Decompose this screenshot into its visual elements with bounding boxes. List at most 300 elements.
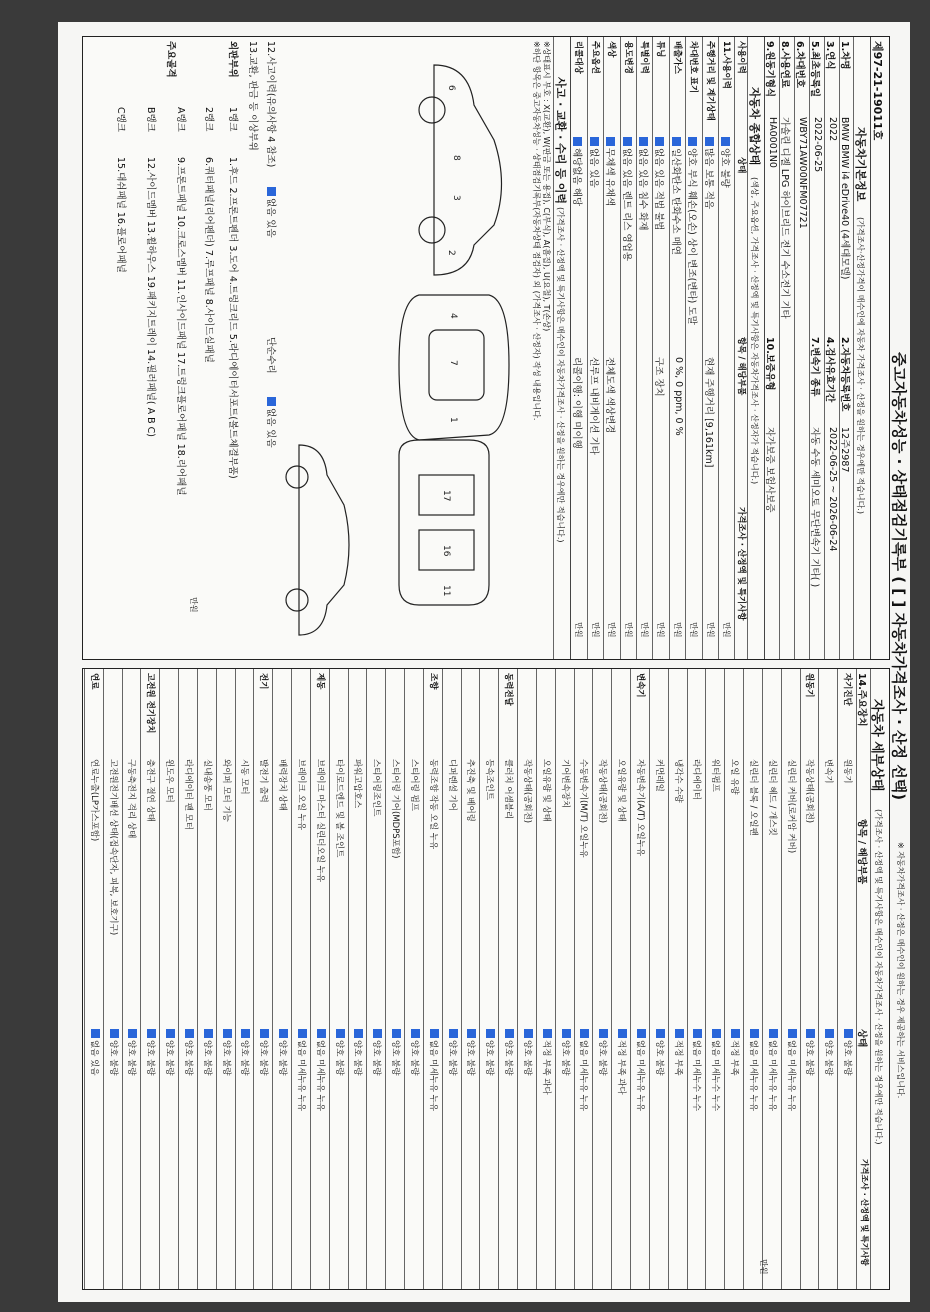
detail-row [611,669,631,1289]
basic-value-2: 12주2987 [839,427,850,473]
detail-status: 적정 부족 [729,1029,741,1076]
checkbox-icon [241,1029,250,1038]
detail-item: 실내송풍 모터 [201,759,212,811]
form-notice: ※ 자동차가격조사 · 산정은 매수인이 원하는 경우 제공하는 서비스입니다. [896,842,905,1099]
accident-unit: 만원 [189,597,198,613]
detail-row [423,669,443,1289]
checkbox-icon [806,1029,815,1038]
detail-status: 양호 불량 [522,1029,534,1076]
overall-row [587,37,604,659]
rank2-label: 2랭크 [203,107,214,132]
detail-group: 동력전달 [503,673,514,706]
checkbox-icon [543,1029,552,1038]
basic-value: BMW BMW i4 eDrive40 (4세대모델) [839,117,850,280]
detail-item: 타이로드엔드 및 볼 조인트 [333,759,344,858]
detail-item: 클러치 어셈블리 [503,759,514,820]
overall-label: 주요옵션 [589,41,600,74]
detail-item: 추진축 및 베어링 [465,759,476,822]
overall-detail: 구조 장치 [653,357,665,397]
detail-row [630,669,650,1289]
form-title: 중고자동차성능 · 상태점검기록부 ( [ ] 자동차가격조사 · 산정 선택) [890,352,908,801]
detail-head-price: 가격조사 · 산정액 및 특기사항 [860,1159,869,1266]
overall-label: 주행거리 및 계기상태 [704,41,715,121]
detail-item: 실린더 헤드 / 개스킷 [766,759,777,836]
accident-section-title: 사고 · 교환 · 수리 등 이력 [554,77,567,204]
car-diagram-outer [359,45,529,645]
detail-status: 양호 불량 [145,1029,157,1076]
main-label: 주요골격 [165,41,176,78]
checkbox-icon [430,1029,439,1038]
checkbox-icon [449,1029,458,1038]
detail-status: 없음 미세누유 누유 [315,1029,327,1111]
accident-history-label: 12.사고이력(유의사항 4 참조) [265,41,276,168]
checkbox-icon [317,1029,326,1038]
detail-row [216,669,236,1289]
checkbox-icon [639,137,648,146]
overall-row [685,37,702,659]
detail-row [687,669,707,1289]
checkbox-icon [411,1029,420,1038]
detail-group: 연료 [88,673,99,690]
basic-row [764,37,780,659]
overall-row [718,37,735,659]
detail-status: 양호 불량 [108,1029,120,1076]
detail-item: 기어변속장치 [559,759,570,809]
detail-item: 브레이크 마스터 실린더오일 누유 [314,759,325,883]
checkbox-icon [788,1029,797,1038]
detail-row [649,669,669,1289]
basic-label-2: 7.변속기 종류 [809,337,820,397]
detail-row [762,669,782,1289]
svg-text:17: 17 [441,490,451,502]
overall-row [702,37,719,659]
overall-status: 무채색 유채색 [604,137,618,206]
detail-row [818,669,838,1289]
detail-row [574,669,594,1289]
detail-row [442,669,462,1289]
detail-item: 오일유량 및 상태 [540,759,551,822]
rankC-items: 15.대쉬패널 16.플로어패널 [115,157,126,273]
svg-text:8: 8 [451,155,461,161]
checkbox-icon [675,1029,684,1038]
rankA-label: A랭크 [175,107,186,132]
detail-row [385,669,405,1289]
overall-label: 배출가스 [671,41,682,74]
overall-detail: 현재 주행거리 [9,161km] [702,357,714,468]
checkbox-icon [712,1029,721,1038]
detail-status: 없음 미세누유 누유 [296,1029,308,1111]
detail-item: 등속조인트 [484,759,495,801]
basic-row [839,37,855,659]
detail-row [536,669,556,1289]
detail-row [668,669,688,1289]
detail-item: 실린더 블록 / 오일팬 [747,759,758,836]
detail-item: 오일 유량 [729,759,740,795]
basic-row [809,37,825,659]
detail-item: 커먼레일 [653,759,664,792]
basic-value: 2022 [827,117,838,142]
detail-item: 시동 모터 [239,759,250,795]
detail-status: 없음 미세누유 누유 [635,1029,647,1111]
basic-value: 2022-06-25 [812,117,823,173]
overall-column-header: 가격조사 · 산정액 및 특기사항 [736,507,746,621]
detail-status: 적정 부족 과다 [541,1029,553,1095]
overall-column-header: 상태 [736,157,746,174]
detail-status: 양호 불량 [560,1029,572,1076]
overall-label: 11.사용이력 [721,41,731,89]
detail-unit: 만원 [759,1259,768,1275]
detail-row [348,669,368,1289]
detail-row [103,669,123,1289]
detail-item: 배력장치 상태 [277,759,288,811]
checkbox-icon [204,1029,213,1038]
detail-row [329,669,349,1289]
overall-unit: 만원 [574,622,584,638]
overall-row [603,37,620,659]
detail-row [479,669,499,1289]
detail-status: 양호 불량 [164,1029,176,1076]
overall-label: 튜닝 [655,41,666,58]
overall-row [570,37,587,659]
detail-status: 적정 부족 [673,1029,685,1076]
detail-status: 없음 미세누유 누유 [428,1029,440,1111]
left-panel [82,36,890,660]
basic-section-title: 자동차기본정보 [854,127,867,202]
checkbox-icon [599,1029,608,1038]
detail-row [84,669,104,1289]
basic-label: 5.최초등록일 [809,41,820,98]
detail-item: 작동상태(공회전) [521,759,532,824]
checkbox-icon [467,1029,476,1038]
detail-status: 없음 미세누유 누유 [748,1029,760,1111]
rank1-label: 1랭크 [227,107,238,132]
detail-group: 원동기 [804,673,815,698]
rankC-label: C랭크 [115,107,126,132]
detail-row [705,669,725,1289]
basic-label-2: 2.자동차등록번호 [839,337,850,412]
overall-unit: 만원 [672,622,682,638]
detail-item: 스티어링조인트 [371,759,382,817]
detail-row [592,669,612,1289]
overall-unit: 만원 [689,622,699,638]
checkbox-icon [618,1029,627,1038]
overall-detail: 전체도색 색상변경 [604,357,616,434]
basic-label: 6.차대번호 [794,41,805,88]
overall-row [636,37,653,659]
detail-item: 원동기 [842,759,852,784]
detail-item: 오일유량 및 상태 [616,759,627,822]
checkbox-icon [486,1029,495,1038]
checkbox-icon [705,137,714,146]
detail-status: 양호 불량 [221,1029,233,1076]
overall-unit: 만원 [722,622,731,638]
rankA-items: 9.프론트패널 10.크로스멤버 11.인사이드패널 17.트렁크플로어패널 18.리어패널 [175,157,186,496]
checkbox-icon [185,1029,194,1038]
checkbox-icon [688,137,697,146]
basic-header-row [853,37,871,659]
accident-header-row [553,37,571,659]
basic-label: 3.연식 [824,41,835,70]
detail-row [235,669,255,1289]
basic-value-2: 2022-06-25 ~ 2026-06-24 [827,427,838,552]
detail-item: 작동상태(공회전) [804,759,815,824]
overall-label: 색상 [606,41,617,58]
detail-row [461,669,481,1289]
overall-status: 없음 있음 적법 불법 [653,137,667,230]
overall-status: 없음 있음 [588,137,602,188]
detail-item: 스티어링 기어(MDPS포함) [390,759,401,859]
detail-status: 양호 불량 [239,1029,251,1076]
checkbox-icon [750,1029,759,1038]
form-number: 제97-21-19011호 [871,41,884,141]
overall-status: 양호 부식 훼손(오손) 상이 변조(변타) 도말 [686,137,700,325]
detail-status: 양호 불량 [183,1029,195,1076]
detail-row [159,669,179,1289]
detail-head-item: 항목 / 해당부품 [856,819,867,885]
detail-status: 양호 불량 [484,1029,496,1076]
detail-group: 전기 [258,673,269,690]
detail-section-note: (가격조사 · 산정액 및 특기사항은 매수인이 자동차가격조사 · 산정을 원하는 경우에만 적습니다.) [874,809,883,1145]
detail-item: 워터펌프 [710,759,721,792]
overall-status: 양호 불량 [719,137,733,188]
detail-status: 양호 불량 [447,1029,459,1076]
detail-status: 없음 미세누수 누수 [710,1029,722,1111]
checkbox-icon [623,137,632,146]
overall-column-header: 항목 / 해당부품 [736,337,746,396]
detail-status: 양호 불량 [352,1029,364,1076]
right-panel [82,668,890,1290]
checkbox-icon [693,1029,702,1038]
detail-group: 고전원 전기장치 [145,673,156,734]
detail-title-row [870,669,889,1289]
detail-row [197,669,217,1289]
detail-row [781,669,801,1289]
detail-status: 양호 불량 [804,1029,816,1076]
detail-row [178,669,198,1289]
detail-item: 발전기 출력 [258,759,269,803]
overall-unit: 만원 [590,622,600,638]
detail-item: 고전원전기배선 상태(접속단자, 피복, 보호기구) [107,759,118,936]
detail-row [253,669,273,1289]
checkbox-icon [606,137,615,146]
detail-item: 냉각수 수량 [672,759,683,803]
checkbox-icon [580,1029,589,1038]
detail-item: 윈도우 모터 [164,759,175,803]
checkbox-icon [573,137,582,146]
overall-label: 특별이력 [639,41,649,74]
checkbox-icon [91,1029,100,1038]
detail-group: 조향 [427,673,438,690]
overall-row [669,37,686,659]
checkbox-icon [392,1029,401,1038]
basic-row [824,37,840,659]
detail-row [366,669,386,1289]
overall-row [652,37,669,659]
overall-status: 많음 보통 적음 [703,137,717,209]
checkbox-icon [731,1029,740,1038]
overall-label: 차대번호 표기 [688,41,699,94]
svg-text:1: 1 [448,417,458,423]
detail-group: 변속기 [634,673,645,698]
basic-label-2: 4.검사유효기간 [824,337,835,403]
checkbox-icon [721,137,730,146]
overall-unit: 만원 [640,622,649,638]
basic-row [779,37,795,659]
checkbox-icon [672,137,681,146]
detail-row [498,669,518,1289]
overall-column-headers [734,37,749,659]
svg-text:7: 7 [448,360,458,366]
accident-legend: ※상태표시 부호 : X(교환), W(판금 또는 용접), C(부식), A(흠집), U(요철), T(손상) [542,41,551,332]
detail-row [404,669,424,1289]
basic-label-2: 10.보증유형 [764,337,775,391]
detail-status: 없음 미세누수 누수 [691,1029,703,1111]
rankB-label: B랭크 [145,107,156,132]
checkbox-icon [223,1029,232,1038]
checkbox-icon [825,1029,834,1038]
overall-row [620,37,637,659]
basic-label: 9.원동기형식 [764,41,775,98]
overall-section-title: 자동차 종합상태 [748,87,761,166]
detail-item: 구동축전지 격리 상태 [126,759,137,839]
detail-item: 작동상태(공회전) [597,759,608,824]
checkbox-icon [590,137,599,146]
detail-item: 브레이크 오일 누유 [295,759,306,831]
detail-item: 스티어링 펌프 [408,759,419,811]
detail-row [141,669,161,1289]
basic-value: WBY71AW00NFM07721 [797,117,808,229]
outer-label: 외판부위 [227,41,238,78]
detail-status: 양호 불량 [127,1029,139,1076]
overall-unit: 만원 [607,622,617,638]
detail-status: 양호 불량 [823,1029,835,1076]
detail-status: 양호 불량 [258,1029,270,1076]
detail-row [800,669,820,1289]
svg-text:2: 2 [446,250,456,256]
detail-status: 없음 미세누유 누유 [786,1029,798,1111]
checkbox-icon [147,1029,156,1038]
detail-item: 라디에이터 팬 모터 [182,759,193,831]
overall-detail: 리콜이행: 이행 미이행 [571,357,583,449]
overall-detail: 0 %, 0 ppm, 0 % [672,357,684,436]
checkbox-icon [166,1029,175,1038]
checkbox-icon [844,1029,853,1038]
overall-detail: 선루프 내비게이션 기타 [587,357,599,455]
detail-item: 자동변속기(A/T) 오일누유 [634,759,645,857]
rank1-items: 1.후드 2.프론트펜더 3.도어 4.트렁크리드 5.라디에이터서포트(볼트체결부품) [227,157,238,479]
checkbox-icon [260,1029,269,1038]
overall-column-header: 사용이력 [736,41,746,74]
checkbox-icon [505,1029,514,1038]
detail-item: 와이퍼 모터 기능 [220,759,231,822]
checkbox-icon [656,1029,665,1038]
svg-text:11: 11 [441,585,451,597]
overall-header-row [747,37,765,659]
checkbox-icon [129,1029,138,1038]
detail-row [743,669,763,1289]
detail-row [517,669,537,1289]
basic-value: 가솔린 디젤 LPG 하이브리드 전기 수소전기 기타 [779,117,790,319]
detail-status: 없음 미세누유 누유 [767,1029,779,1111]
checkbox-icon [373,1029,382,1038]
detail-row [555,669,575,1289]
basic-value: HA0001N0 [767,117,778,168]
detail-group: 자기진단 [842,673,852,706]
detail-item: 실린더 커버(로커암 커버) [785,759,796,854]
overall-label: 리콜대상 [573,41,584,74]
basic-value-2: 자동 수동 세미오토 무단변속기 기타( ) [809,427,820,588]
basic-row [794,37,810,659]
basic-label: 1.차명 [839,41,850,70]
simple-repair-label: 단순수리 [265,337,276,374]
car-diagram-side [279,45,359,645]
parts-label: 13.교환, 판금 등 이상부위 [247,41,258,151]
detail-status: 양호 불량 [334,1029,346,1076]
detail-status: 양호 불량 [654,1029,666,1076]
detail-group: 제동 [314,673,325,690]
overall-section-note: (색상, 주요옵션, 가격조사 · 산정액 및 특기사항은 자동차가격조사 · 산정자가 적습니다.) [750,177,759,485]
detail-item: 라디에이터 [691,759,702,801]
detail-status: 양호 불량 [202,1029,214,1076]
overall-unit: 만원 [656,622,666,638]
basic-label: 8.사용연료 [779,41,790,88]
basic-section-note: (가격조사·산정가격이 매수인에 자동차 가격조사 · 산정을 원하는 경우에만 적습니다.) [856,217,865,514]
checkbox-icon [110,1029,119,1038]
overall-unit: 만원 [705,622,715,638]
detail-status: 양호 불량 [371,1029,383,1076]
detail-status: 양호 불량 [409,1029,421,1076]
overall-unit: 만원 [623,622,633,638]
checkbox-icon [769,1029,778,1038]
detail-item: 파워고압호스 [352,759,363,809]
detail-item: 충전구 절연 상태 [145,759,156,822]
detail-row [272,669,292,1289]
detail-item: 디퍼렌셜 기어 [446,759,457,811]
accident-section-note: (가격조사 · 산정액 및 특기사항은 매수인이 자동차가격조사 · 산정을 원하는 경우에만 적습니다.) [556,207,565,543]
simple-repair-value: 없음 있음 [265,397,279,448]
detail-status: 적정 부족 과다 [616,1029,628,1095]
basic-value-2: 자가보증 보험사보증 [764,427,775,513]
checkbox-icon [655,137,664,146]
overall-label: 용도변경 [622,41,633,74]
svg-text:4: 4 [448,313,458,319]
detail-row [724,669,744,1289]
detail-item: 수동변속기(M/T) 오일누유 [578,759,589,858]
rank2-items: 6.쿼터패널(리어펜더) 7.루프패널 8.사이드실패널 [203,157,214,363]
detail-item: 동력조향 작동 오일 누유 [427,759,438,850]
detail-status: 양호 불량 [465,1029,477,1076]
checkbox-icon [298,1029,307,1038]
overall-status: 해당없음 해당 [571,137,585,206]
detail-status: 양호 불량 [277,1029,289,1076]
detail-head-row [856,669,871,1289]
overall-status: 없음 있음 렌트 리스 영업용 [621,137,635,261]
accident-legend-2: ※하단 항목은 중고자동차성능 · 상태점검기록부(자동차상태 점검자) 외 (가격조사 · 산정자) 작성 내용입니다. [532,41,541,421]
detail-head-status: 상태 [856,1029,867,1048]
detail-status: 양호 불량 [842,1029,854,1076]
detail-status: 없음 있음 [89,1029,101,1076]
detail-status: 없음 미세누유 누유 [578,1029,590,1111]
detail-status: 양호 불량 [597,1029,609,1076]
accident-history-value: 없음 있음 [265,187,279,238]
rankB-items: 12.사이드멤버 13.휠하우스 19.패키지트레이 14.필러패널( A B C) [145,157,156,437]
checkbox-icon [637,1029,646,1038]
detail-item: 연료누출(LP가스포함) [88,759,99,842]
detail-status: 양호 불량 [390,1029,402,1076]
checkbox-icon [524,1029,533,1038]
checkbox-icon [354,1029,363,1038]
overall-status: 일산화탄소 탄화수소 매연 [670,137,684,255]
